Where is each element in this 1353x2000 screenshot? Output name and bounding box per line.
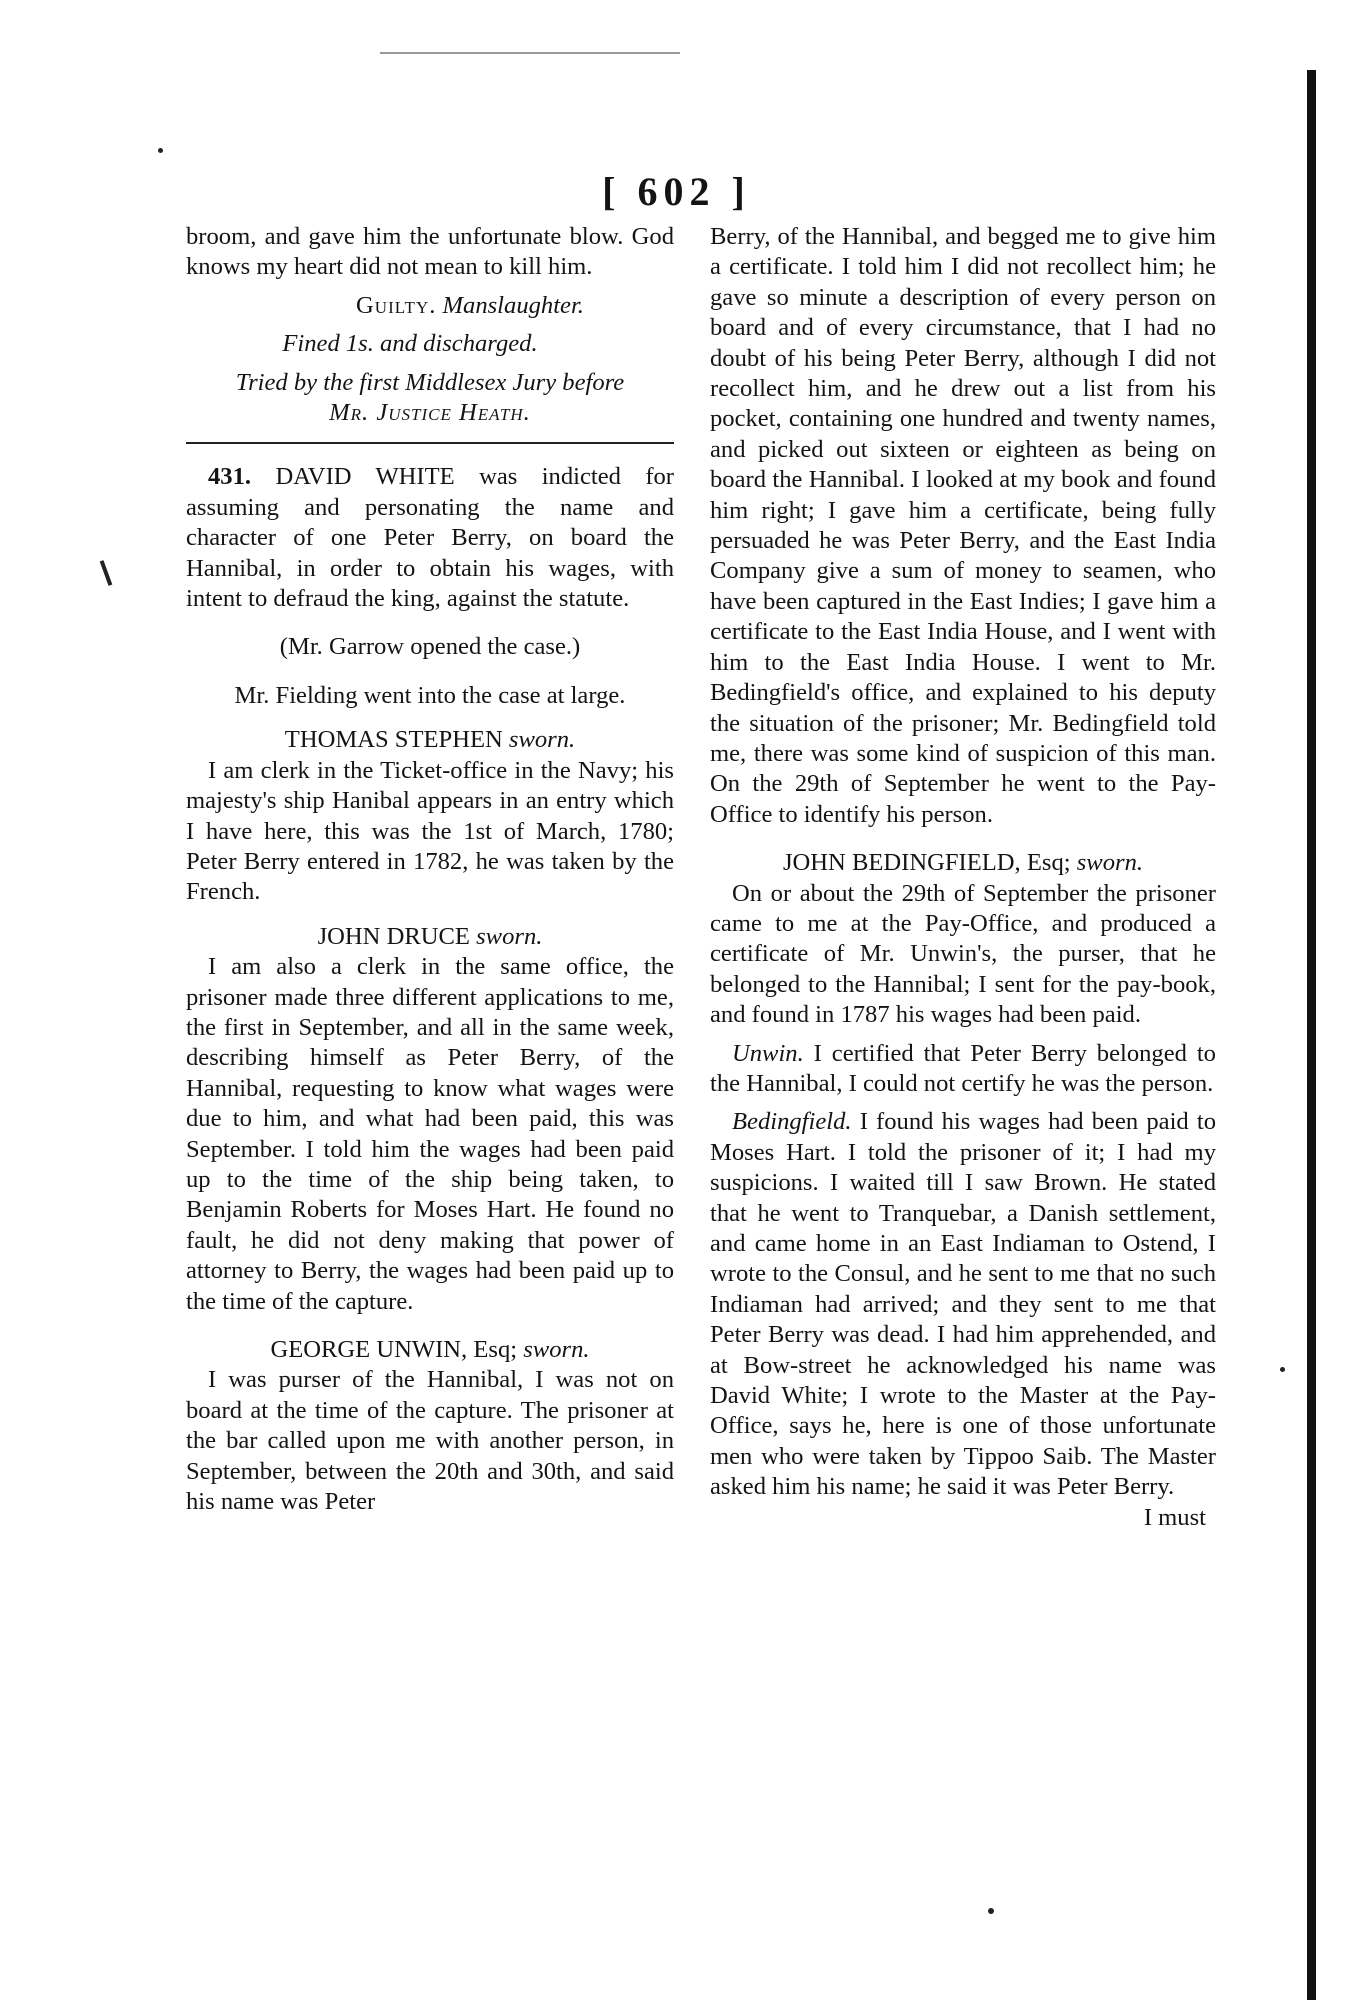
page-number: [ 602 ] (602, 169, 751, 214)
witness-name: THOMAS STEPHEN (284, 726, 503, 754)
divider-rule (186, 442, 674, 444)
counsel-fielding: Mr. Fielding went into the case at large. (234, 681, 626, 709)
speaker-text: I found his wages had been paid to Moses Hart. I told the prisoner of it; I had my suspicions. I waited till I saw Brown. He stated that he went to Tranquebar, a Danish settlement, and came home in an East Indiaman to Ostend, I wrote to the Consul, and he sent to me that no such Indiaman had arrived; and they sent to me that Peter Berry was dead. I had him apprehended, and at Bow-street he acknowledged his name was David White; I wrote to the Master at the Pay-Office, says he, here is one of those unfortunate men who were taken by Tippoo Saib. The Master asked him his name; he said it was Peter Berry. (710, 1108, 1216, 1501)
witness-heading-druce (186, 922, 674, 952)
left-column (186, 222, 674, 1517)
catchword: I must (1143, 1503, 1206, 1531)
speaker-label: Unwin. (732, 1039, 804, 1067)
witness-sworn: sworn. (476, 922, 543, 950)
verdict-charge: Manslaughter. (442, 291, 584, 319)
testimony-unwin: I was purser of the Hannibal, I was not on board at the time of the capture. The prisoner at the bar called upon me with another person, in September, between the 20th and 30th, and said his name was Peter (186, 1366, 674, 1516)
testimony-bedingfield: On or about the 29th of September the prisoner came to me at the Pay-Office, and produced a certificate of Mr. Unwin's, the purser, that he belonged to the Hannibal; I sent for the pay-book, and found in 1787 his wages had been paid. (710, 879, 1216, 1029)
trial-note-line1: Tried by the first Middlesex Jury before (235, 368, 625, 396)
counsel-opening: (Mr. Garrow opened the case.) (279, 633, 581, 661)
verdict-guilty: Guilty. (356, 291, 437, 319)
testimony-druce: I am also a clerk in the same office, the prisoner made three different applications to me, the first in September, and all in the same week, describing himself as Peter Berry, of the Hannibal, requesting to know what wages were due to him, and what had been paid, this was September. I told him the wages had been paid up to the time of the ship being taken, to Benjamin Roberts for Moses Hart. He found no fault, he did not deny making that power of attorney to Berry, the wages had been paid up to the time of the capture. (186, 953, 674, 1315)
witness-sworn: sworn. (523, 1336, 590, 1363)
right-column (710, 222, 1216, 1533)
speaker-text: I certified that Peter Berry belonged to the Hannibal, I could not certify he was the person. (710, 1039, 1216, 1097)
scan-mark (158, 148, 163, 153)
continued-testimony-unwin: Berry, of the Hannibal, and begged me to give him a certificate. I told him I did not recollect him; he gave so minute a description of every person on board and of every circumstance, that I had no doubt of his being Peter Berry, although I did not recollect him, and he drew out a list from his pocket, containing one hundred and twenty names, and picked out sixteen or eighteen as being on board the Hannibal. I looked at my book and found him right; I gave him a certificate, being fully persuaded he was Peter Berry, and the East India Company give a sum of money to seamen, who have been captured in the East Indies; I gave him a certificate to the East India House, and I went with him to the East India House. I went to Mr. Bedingfield's office, and explained to his deputy the situation of the prisoner; Mr. Bedingfield told me, there was some kind of suspicion of this man. On the 29th of September he went to the Pay-Office to identify his person. (710, 223, 1216, 828)
witness-heading-unwin (186, 1335, 674, 1365)
witness-sworn: sworn. (1076, 849, 1144, 877)
sentence (186, 329, 674, 359)
case-text: DAVID WHITE was indicted for assuming and personating the name and character of one Peter Berry, on board the Hannibal, in order to obtain his wages, with intent to defraud the king, against the statute. (186, 463, 674, 613)
continued-text: broom, and gave him the unfortunate blow. God knows my heart did not mean to kill him. (186, 223, 674, 281)
verdict (186, 291, 674, 321)
scan-mark (100, 560, 113, 586)
sentence-text: Fined 1s. and discharged. (282, 330, 538, 358)
speaker-label: Bedingfield. (732, 1108, 852, 1136)
case-paragraph (186, 462, 674, 614)
witness-sworn: sworn. (508, 726, 576, 754)
witness-name: JOHN DRUCE (317, 922, 470, 950)
trial-note (186, 368, 674, 429)
witness-heading-stephen (186, 725, 674, 755)
witness-name: GEORGE UNWIN, (270, 1336, 468, 1363)
witness-title: Esq; (473, 1336, 518, 1363)
case-number: 431. (208, 463, 252, 491)
trial-note-line2: Mr. Justice Heath. (329, 399, 531, 427)
scan-mark (988, 1908, 994, 1914)
witness-name: JOHN BEDINGFIELD, (782, 849, 1021, 877)
witness-title: Esq; (1026, 849, 1071, 877)
bedingfield-statement (710, 1107, 1216, 1502)
unwin-statement (710, 1039, 1216, 1100)
witness-heading-bedingfield (710, 848, 1216, 878)
scan-mark (1280, 1367, 1285, 1372)
scan-margin-bar (1307, 70, 1316, 2000)
testimony-stephen: I am clerk in the Ticket-office in the Navy; his majesty's ship Hanibal appears in an entry which I have here, this was the 1st of March, 1780; Peter Berry entered in 1782, he was taken by the French. (186, 756, 674, 906)
scan-mark (380, 52, 680, 54)
